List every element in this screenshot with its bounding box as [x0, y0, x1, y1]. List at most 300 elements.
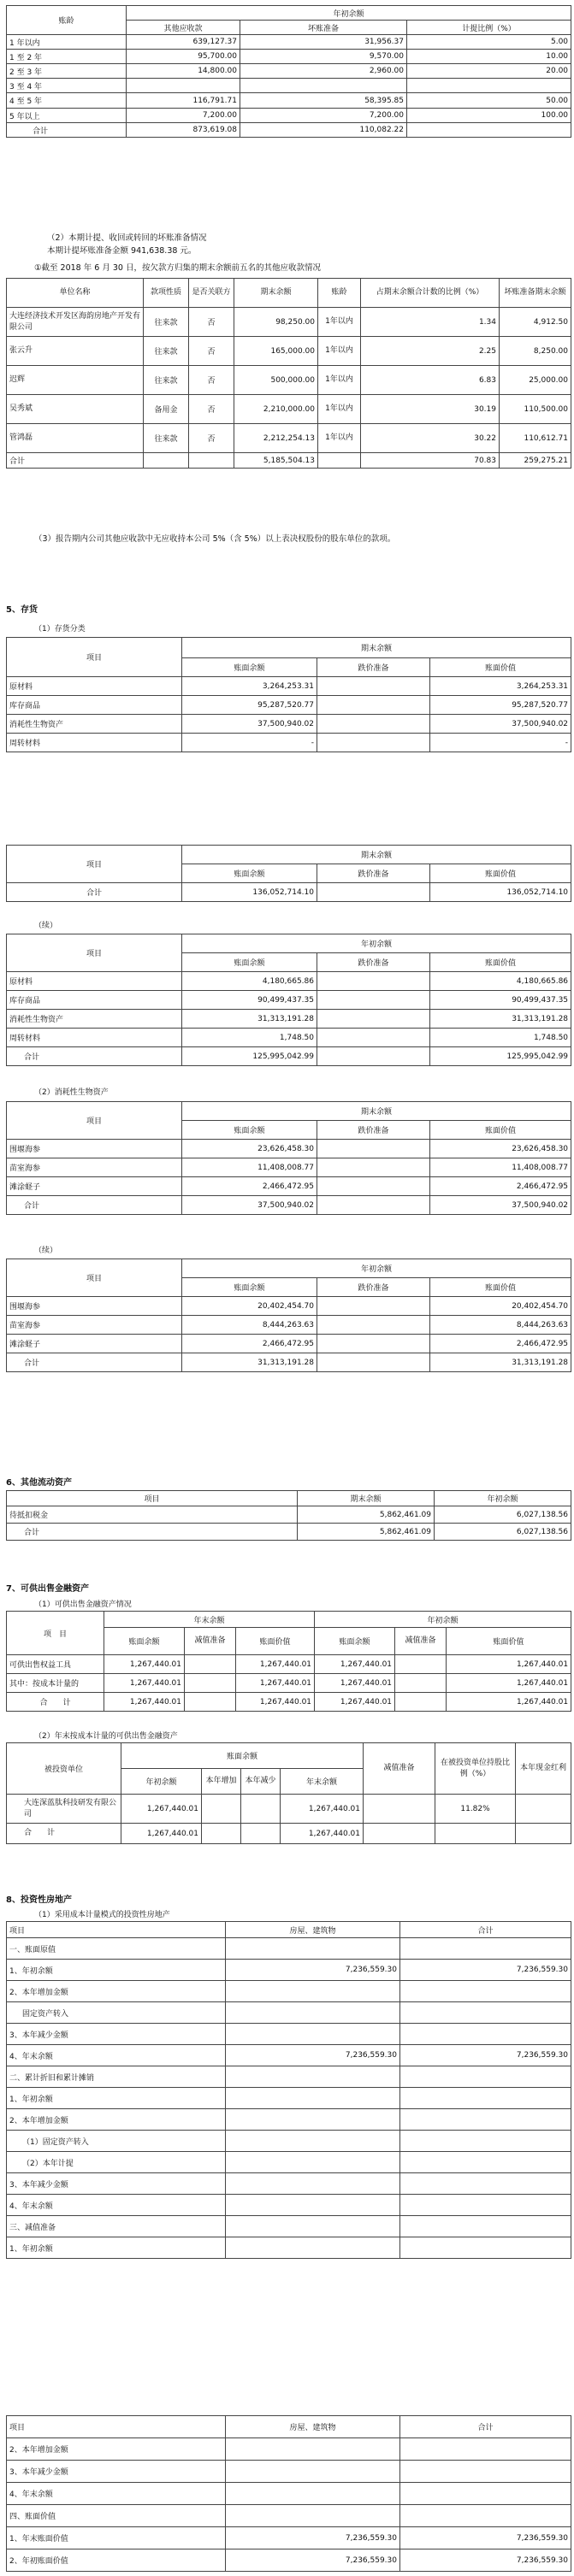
table-cell: 2,466,472.95 — [182, 1177, 317, 1196]
bio-begin-header-group: 年初余额 — [182, 1259, 571, 1278]
table-cell: 原材料 — [7, 972, 182, 991]
bio-end-header-item: 项目 — [7, 1102, 182, 1140]
table-cell — [400, 2152, 571, 2173]
table-cell — [395, 1655, 447, 1674]
table-cell — [317, 1353, 430, 1372]
table-cell: 1,267,440.01 — [315, 1674, 395, 1693]
table-cell: 吴秀斌 — [7, 395, 144, 424]
table-cell: 259,275.21 — [500, 453, 571, 469]
table-cell: 往来款 — [144, 308, 189, 337]
table-cell: 30.22 — [361, 424, 500, 453]
table-row — [7, 2131, 571, 2152]
table-cell: 否 — [189, 308, 234, 337]
table-cell: 1,267,440.01 — [121, 1795, 202, 1824]
table-row — [7, 2549, 571, 2572]
afs-header-begin: 年初余额 — [315, 1612, 571, 1628]
table-cell: 1、年末账面价值 — [7, 2527, 226, 2549]
table-row — [7, 2438, 571, 2461]
table-cell: 2,210,000.00 — [234, 395, 318, 424]
table-cell — [317, 1335, 430, 1353]
table-cell — [317, 734, 430, 752]
bio-end-header-book: 账面余额 — [182, 1121, 317, 1140]
ip-header-item: 项目 — [7, 1922, 226, 1938]
table-cell: 其中：按成本计量的 — [7, 1674, 104, 1693]
table-cell: 1,267,440.01 — [315, 1655, 395, 1674]
allowance-amount-text: 本期计提坏账准备金额 941,638.38 元。 — [47, 246, 197, 256]
table-row — [7, 1506, 571, 1524]
table-cell: 6,027,138.56 — [435, 1506, 571, 1524]
table-cell: 95,287,520.77 — [430, 696, 571, 715]
table-cell: 37,500,940.02 — [430, 715, 571, 734]
table-cell: 1、年初余额 — [7, 2237, 226, 2259]
table-row — [7, 308, 571, 337]
table-row — [7, 696, 571, 715]
table-cell: 165,000.00 — [234, 337, 318, 366]
table-cell: 2 至 3 年 — [7, 64, 127, 79]
bio-begin-table — [6, 1259, 571, 1372]
table-cell: 90,499,437.35 — [430, 991, 571, 1010]
ip-header-total: 合计 — [400, 1922, 571, 1938]
table-cell — [400, 1981, 571, 2002]
table-row — [7, 1824, 571, 1844]
table-cell: 110,612.71 — [500, 424, 571, 453]
section-6-title: 6、其他流动资产 — [6, 1478, 72, 1488]
table-cell — [127, 79, 240, 93]
aging-header-allowance: 坏账准备 — [240, 21, 407, 35]
table-cell: 11,408,008.77 — [182, 1158, 317, 1177]
inv-end-header-book: 账面余额 — [182, 658, 317, 677]
table-cell: （2）本年计提 — [7, 2152, 226, 2173]
table-row — [7, 2527, 571, 2549]
table-cell: 8,250.00 — [500, 337, 571, 366]
table-cell: 1,748.50 — [430, 1029, 571, 1047]
bio-end-header-group: 期末余额 — [182, 1102, 571, 1121]
top5-header-ratio: 占期末余额合计数的比例（%） — [361, 279, 500, 308]
table-cell: 2,466,472.95 — [430, 1335, 571, 1353]
table-cell: 合 计 — [7, 1824, 121, 1844]
table-cell — [400, 2195, 571, 2216]
table-cell: 7,236,559.30 — [226, 2549, 400, 2572]
inv-total-header-impair: 跌价准备 — [317, 864, 430, 883]
table-cell: 1,267,440.01 — [236, 1674, 315, 1693]
table-cell — [395, 1693, 447, 1712]
table-cell — [202, 1824, 241, 1844]
table-row — [7, 93, 571, 109]
table-cell — [400, 2173, 571, 2195]
bio-begin-header-item: 项目 — [7, 1259, 182, 1297]
table-row — [7, 1938, 571, 1960]
aging-header-begin: 年初余额 — [127, 6, 571, 21]
table-row — [7, 2109, 571, 2131]
table-cell: 否 — [189, 366, 234, 395]
afs-cost-table — [6, 1742, 571, 1844]
table-cell: 11.82% — [435, 1795, 516, 1824]
table-row — [7, 79, 571, 93]
table-cell: 3,264,253.31 — [430, 677, 571, 696]
afs-cost-header-book: 账面余额 — [121, 1743, 364, 1769]
inv-end-header-group: 期末余额 — [182, 638, 571, 658]
table-cell — [241, 1824, 281, 1844]
table-cell — [241, 1795, 281, 1824]
table-row — [7, 1981, 571, 2002]
table-cell: 围堰海参 — [7, 1140, 182, 1158]
bio-assets-heading: （2）消耗性生物资产 — [34, 1088, 109, 1097]
table-row — [7, 1047, 571, 1066]
table-row — [7, 1316, 571, 1335]
afs-cost-heading: （2）年末按成本计量的可供出售金融资产 — [34, 1732, 178, 1741]
table-row — [7, 50, 571, 64]
table-cell — [400, 2131, 571, 2152]
table-row — [7, 1674, 571, 1693]
table-cell — [516, 1795, 571, 1824]
table-cell — [226, 2024, 400, 2045]
table-row — [7, 123, 571, 138]
table-cell — [202, 1795, 241, 1824]
inv-end-header-item: 项目 — [7, 638, 182, 677]
table-cell: 6.83 — [361, 366, 500, 395]
table-cell: 1,748.50 — [182, 1029, 317, 1047]
ip-heading: （1）采用成本计量模式的投资性房地产 — [34, 1911, 170, 1919]
table-cell: 7,236,559.30 — [400, 2527, 571, 2549]
table-cell: - — [182, 734, 317, 752]
aging-header-receivable: 其他应收款 — [127, 21, 240, 35]
table-cell — [226, 2483, 400, 2505]
inventory-begin-table — [6, 934, 571, 1066]
table-cell — [185, 1655, 236, 1674]
cell: 136,052,714.10 — [182, 883, 317, 902]
ip-header-building: 房屋、建筑物 — [226, 1922, 400, 1938]
table-cell — [226, 1938, 400, 1960]
top5-header-aging: 账龄 — [318, 279, 361, 308]
table-cell — [189, 453, 234, 469]
table-cell — [226, 2438, 400, 2461]
table-cell: 2,960.00 — [240, 64, 407, 79]
table-cell: 125,995,042.99 — [430, 1047, 571, 1066]
table-row — [7, 2216, 571, 2237]
table-cell: 2,466,472.95 — [182, 1335, 317, 1353]
table-cell — [400, 2066, 571, 2088]
top5-header-name: 单位名称 — [7, 279, 144, 308]
table-cell: 1年以内 — [318, 424, 361, 453]
table-cell: 5.00 — [407, 35, 571, 50]
table-cell: 500,000.00 — [234, 366, 318, 395]
table-cell — [317, 696, 430, 715]
inv-total-header-item: 项目 — [7, 846, 182, 883]
afs-header-value-begin: 账面价值 — [447, 1628, 571, 1655]
bio-end-header-impair: 跌价准备 — [317, 1121, 430, 1140]
table-cell — [400, 2024, 571, 2045]
cell: 合计 — [7, 883, 182, 902]
table-cell — [317, 715, 430, 734]
afs-cost-header-investee: 被投资单位 — [7, 1743, 121, 1795]
table-cell — [226, 2216, 400, 2237]
table-cell: 三、减值准备 — [7, 2216, 226, 2237]
table-cell: 90,499,437.35 — [182, 991, 317, 1010]
table-cell: 管鸿磊 — [7, 424, 144, 453]
table-cell: 四、账面价值 — [7, 2505, 226, 2527]
afs-header-impair-end: 减值准备 — [185, 1628, 236, 1655]
table-row — [7, 715, 571, 734]
table-cell: 98,250.00 — [234, 308, 318, 337]
inv-end-header-value: 账面价值 — [430, 658, 571, 677]
afs-heading: （1）可供出售金融资产情况 — [34, 1600, 132, 1609]
table-row — [7, 337, 571, 366]
table-cell — [435, 1824, 516, 1844]
table-cell — [317, 1177, 430, 1196]
table-cell: 7,200.00 — [240, 109, 407, 123]
table-cell: 1,267,440.01 — [104, 1655, 185, 1674]
table-cell: 2、本年增加金额 — [7, 1981, 226, 2002]
table-cell: 3,264,253.31 — [182, 677, 317, 696]
table-cell: 7,200.00 — [127, 109, 240, 123]
cell: 136,052,714.10 — [430, 883, 571, 902]
table-cell: 4,180,665.86 — [430, 972, 571, 991]
table-cell: 可供出售权益工具 — [7, 1655, 104, 1674]
table-row — [7, 2152, 571, 2173]
table-cell: 合 计 — [7, 1693, 104, 1712]
table-cell: 1年以内 — [318, 337, 361, 366]
table-cell — [395, 1674, 447, 1693]
table-row — [7, 1196, 571, 1215]
table-cell: 31,313,191.28 — [182, 1010, 317, 1029]
inventory-end-table — [6, 637, 571, 752]
table-row — [7, 1655, 571, 1674]
table-cell — [226, 2002, 400, 2024]
table-cell — [226, 2461, 400, 2483]
table-cell: 9,570.00 — [240, 50, 407, 64]
inv-total-header-group: 期末余额 — [182, 846, 571, 864]
oca-header-item: 项目 — [7, 1491, 298, 1506]
table-cell: （1）固定资产转入 — [7, 2131, 226, 2152]
table-row — [7, 2066, 571, 2088]
table-cell: 3 至 4 年 — [7, 79, 127, 93]
oca-header-end: 期末余额 — [298, 1491, 435, 1506]
table-cell: 7,236,559.30 — [400, 2045, 571, 2066]
table-cell — [226, 1981, 400, 2002]
other-current-assets-table — [6, 1490, 571, 1541]
table-row — [7, 366, 571, 395]
table-cell: 639,127.37 — [127, 35, 240, 50]
table-cell — [400, 2438, 571, 2461]
table-cell: 2,212,254.13 — [234, 424, 318, 453]
table-cell: 58,395.85 — [240, 93, 407, 109]
table-row — [7, 1524, 571, 1541]
table-row — [7, 1140, 571, 1158]
table-cell: 1,267,440.01 — [104, 1674, 185, 1693]
section-5-title: 5、存货 — [6, 605, 38, 615]
table-cell — [317, 677, 430, 696]
table-cell: 原材料 — [7, 677, 182, 696]
table-cell — [318, 453, 361, 469]
bio-begin-header-book: 账面余额 — [182, 1278, 317, 1297]
table-cell — [317, 1047, 430, 1066]
table-cell: 合计 — [7, 1353, 182, 1372]
table-row — [7, 2195, 571, 2216]
table-cell: 37,500,940.02 — [182, 1196, 317, 1215]
table-cell: 5,185,504.13 — [234, 453, 318, 469]
table-cell — [364, 1824, 435, 1844]
table-cell — [364, 1795, 435, 1824]
afs-cost-header-increase: 本年增加 — [202, 1769, 241, 1795]
inv-begin-header-book: 账面余额 — [182, 953, 317, 972]
table-cell — [400, 2483, 571, 2505]
table-cell: 25,000.00 — [500, 366, 571, 395]
table-cell: 迟辉 — [7, 366, 144, 395]
table-cell: 125,995,042.99 — [182, 1047, 317, 1066]
table-cell: 周转材料 — [7, 734, 182, 752]
continued-label: （续） — [34, 922, 58, 930]
section-8-title: 8、投资性房地产 — [6, 1895, 72, 1905]
table-row — [7, 2505, 571, 2527]
table-cell — [226, 2131, 400, 2152]
table-cell — [226, 2195, 400, 2216]
table-cell: 11,408,008.77 — [430, 1158, 571, 1177]
table-row — [7, 1158, 571, 1177]
table-cell: 31,313,191.28 — [430, 1353, 571, 1372]
table-cell: 7,236,559.30 — [226, 2527, 400, 2549]
allowance-heading: （2）本期计提、收回或转回的坏账准备情况 — [47, 233, 207, 243]
table-cell: 周转材料 — [7, 1029, 182, 1047]
table-cell — [317, 1196, 430, 1215]
inv-total-header-value: 账面价值 — [430, 864, 571, 883]
inv-begin-header-group: 年初余额 — [182, 934, 571, 953]
table-cell — [317, 991, 430, 1010]
table-row — [7, 677, 571, 696]
table-cell: 5,862,461.09 — [298, 1524, 435, 1541]
afs-header-end: 年末余额 — [104, 1612, 315, 1628]
table-cell: 5 年以上 — [7, 109, 127, 123]
table-cell — [317, 1158, 430, 1177]
afs-header-book-begin: 账面余额 — [315, 1628, 395, 1655]
table-cell: 库存商品 — [7, 696, 182, 715]
table-cell: 20,402,454.70 — [182, 1297, 317, 1316]
table-cell: 1,267,440.01 — [447, 1655, 571, 1674]
table-cell: 1,267,440.01 — [447, 1693, 571, 1712]
table-cell: 消耗性生物资产 — [7, 1010, 182, 1029]
table-row — [7, 991, 571, 1010]
table-cell — [144, 453, 189, 469]
table-cell: 23,626,458.30 — [182, 1140, 317, 1158]
table-cell: 6,027,138.56 — [435, 1524, 571, 1541]
table-row — [7, 2002, 571, 2024]
inventory-end-total-table — [6, 845, 571, 902]
table-cell: 1.34 — [361, 308, 500, 337]
table-cell: 4、年末余额 — [7, 2045, 226, 2066]
afs-header-value-end: 账面价值 — [236, 1628, 315, 1655]
table-cell — [226, 2088, 400, 2109]
afs-cost-header-begin: 年初余额 — [121, 1769, 202, 1795]
table-cell: 20,402,454.70 — [430, 1297, 571, 1316]
table-cell: 2、本年增加金额 — [7, 2438, 226, 2461]
table-cell — [317, 1316, 430, 1335]
investment-property-table — [6, 1921, 571, 2259]
investment-property-table-2 — [6, 2415, 571, 2572]
table-cell: 31,313,191.28 — [182, 1353, 317, 1372]
table-cell: 1年以内 — [318, 366, 361, 395]
afs-table — [6, 1611, 571, 1712]
table-row — [7, 2024, 571, 2045]
table-cell — [407, 79, 571, 93]
table-cell: 1,267,440.01 — [281, 1824, 364, 1844]
table-cell — [226, 2109, 400, 2131]
table-row — [7, 1795, 571, 1824]
bio-begin-header-impair: 跌价准备 — [317, 1278, 430, 1297]
table-row — [7, 1029, 571, 1047]
table-cell: 围堰海参 — [7, 1297, 182, 1316]
table-cell: 31,313,191.28 — [430, 1010, 571, 1029]
aging-header-item: 账龄 — [7, 6, 127, 35]
table-cell: 116,791.71 — [127, 93, 240, 109]
top5-table — [6, 278, 571, 469]
inv-begin-header-item: 项目 — [7, 934, 182, 972]
table-cell: 否 — [189, 395, 234, 424]
ip2-header-item: 项目 — [7, 2416, 226, 2438]
table-cell: 固定资产转入 — [7, 2002, 226, 2024]
table-cell — [226, 2066, 400, 2088]
table-cell: 3、本年减少金额 — [7, 2173, 226, 2195]
table-cell: 31,956.37 — [240, 35, 407, 50]
inv-begin-header-impair: 跌价准备 — [317, 953, 430, 972]
table-cell: 往来款 — [144, 424, 189, 453]
afs-cost-header-impair: 减值准备 — [364, 1743, 435, 1795]
table-row — [7, 1010, 571, 1029]
table-cell: 8,444,263.63 — [430, 1316, 571, 1335]
table-row — [7, 424, 571, 453]
table-cell: 110,082.22 — [240, 123, 407, 138]
table-cell — [185, 1693, 236, 1712]
table-cell — [516, 1824, 571, 1844]
afs-header-book-end: 账面余额 — [104, 1628, 185, 1655]
shareholder-note: （3）报告期内公司其他应收款中无应收持本公司 5%（含 5%）以上表决权股份的股东单位的款项。 — [34, 534, 396, 544]
table-cell: 95,287,520.77 — [182, 696, 317, 715]
table-cell — [400, 2505, 571, 2527]
table-cell: 大连经济技术开发区海韵房地产开发有限公司 — [7, 308, 144, 337]
table-row — [7, 1353, 571, 1372]
table-row — [7, 2237, 571, 2259]
afs-header-impair-begin: 减值准备 — [395, 1628, 447, 1655]
table-cell: 1,267,440.01 — [281, 1795, 364, 1824]
table-cell: 100.00 — [407, 109, 571, 123]
table-cell: 1,267,440.01 — [121, 1824, 202, 1844]
table-cell: 2,466,472.95 — [430, 1177, 571, 1196]
table-row — [7, 883, 571, 902]
table-row — [7, 2088, 571, 2109]
table-cell: 合计 — [7, 123, 127, 138]
table-cell: 1,267,440.01 — [236, 1693, 315, 1712]
table-row — [7, 1177, 571, 1196]
table-row — [7, 395, 571, 424]
bio-end-table — [6, 1101, 571, 1215]
table-cell: 2、年初账面价值 — [7, 2549, 226, 2572]
table-cell: 二、累计折旧和累计摊销 — [7, 2066, 226, 2088]
table-cell — [226, 2237, 400, 2259]
table-cell: 备用金 — [144, 395, 189, 424]
table-row — [7, 972, 571, 991]
table-cell: 37,500,940.02 — [182, 715, 317, 734]
table-cell: 1,267,440.01 — [447, 1674, 571, 1693]
table-cell: 4、年末余额 — [7, 2483, 226, 2505]
table-cell: 8,444,263.63 — [182, 1316, 317, 1335]
table-cell — [407, 123, 571, 138]
table-cell: 4,912.50 — [500, 308, 571, 337]
inventory-class-heading: （1）存货分类 — [34, 625, 86, 634]
table-row — [7, 2461, 571, 2483]
table-cell: 否 — [189, 337, 234, 366]
afs-cost-header-decrease: 本年减少 — [241, 1769, 281, 1795]
table-cell — [226, 2505, 400, 2527]
afs-cost-header-end: 年末余额 — [281, 1769, 364, 1795]
table-cell: 7,236,559.30 — [400, 2549, 571, 2572]
